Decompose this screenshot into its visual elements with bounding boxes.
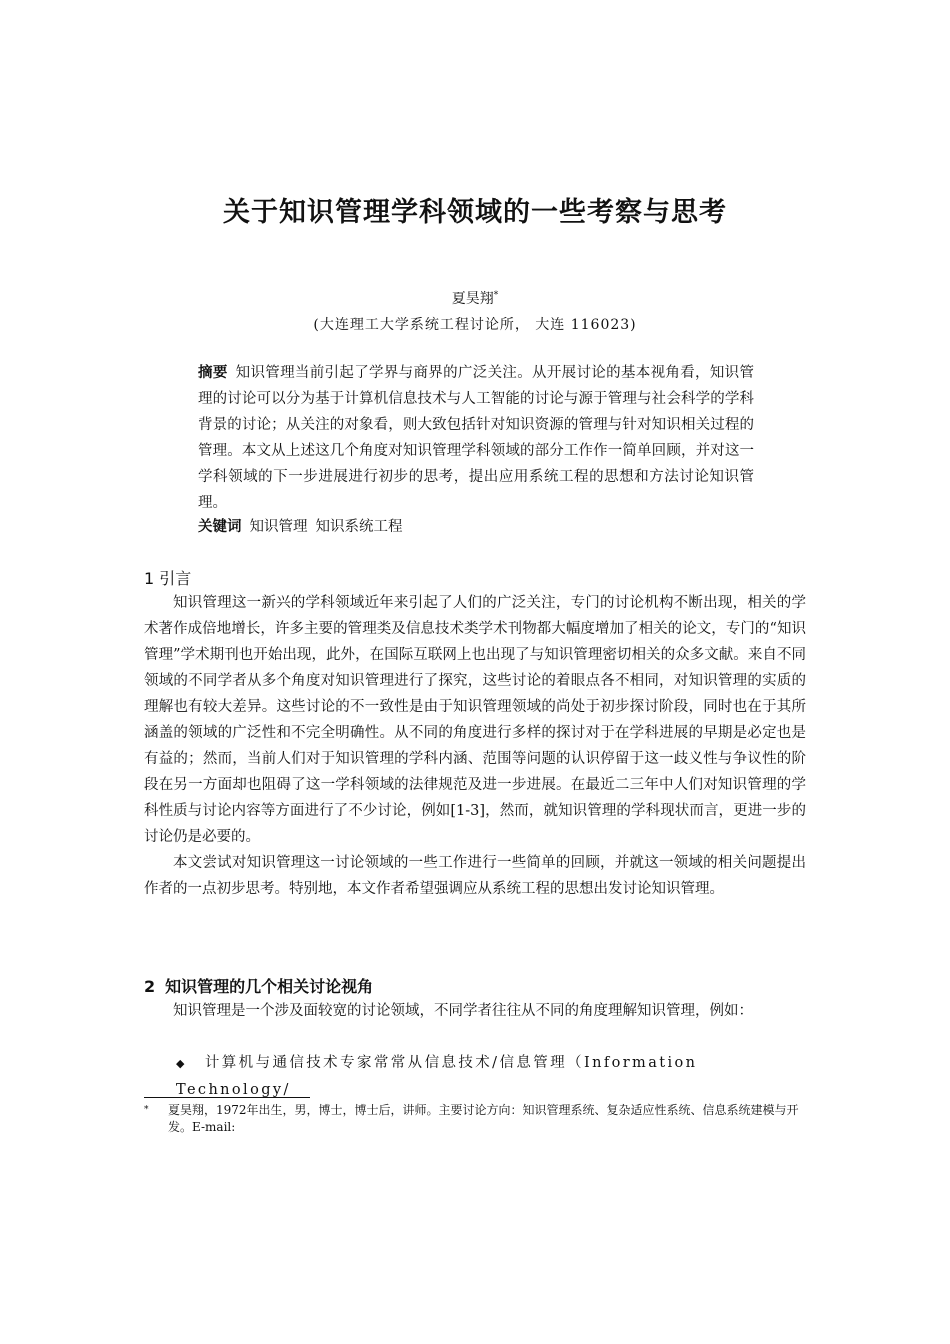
affiliation: (大连理工大学系统工程讨论所， 大连 116023): [313, 317, 637, 333]
abstract-text: 知识管理当前引起了学界与商界的广泛关注。从开展讨论的基本视角看，知识管理的讨论可以分为基于计算机信息技术与人工智能的讨论与源于管理与社会科学的学科背景的讨论；从关注的对象看，则大致包括针对知识资源的管理与针对知识相关过程的管理。本文从上述这几个角度对知识管理学科领域的部分工作作一简单回顾，并对这一学科领域的下一步进展进行初步的思考，提出应用系统工程的思想和方法讨论知识管理。: [198, 365, 754, 511]
paper-title: 关于知识管理学科领域的一些考察与思考: [223, 197, 727, 228]
author-footnote-mark: *: [493, 290, 499, 301]
abstract: [198, 360, 754, 516]
section-2-number: 2: [144, 977, 156, 996]
keyword-item: 知识系统工程: [315, 519, 403, 535]
bullet-item: [176, 1050, 806, 1103]
abstract-label: 摘要: [198, 365, 228, 381]
section-2-title: 知识管理的几个相关讨论视角: [165, 977, 374, 996]
keyword-item: 知识管理: [249, 519, 308, 535]
keywords-label: 关键词: [198, 519, 242, 535]
footnote-mark: *: [144, 1105, 149, 1115]
keywords: [198, 514, 754, 540]
footnote: [144, 1102, 806, 1136]
author-line: [0, 288, 950, 308]
diamond-bullet-icon: ◆: [176, 1057, 187, 1070]
footnote-text: 夏昊翔，1972年出生，男，博士，博士后，讲师。主要讨论方向：知识管理系统、复杂适应性系统、信息系统建模与开发。E-mail:: [168, 1103, 799, 1134]
paragraph: 知识管理是一个涉及面较宽的讨论领域，不同学者往往从不同的角度理解知识管理，例如：: [173, 1003, 753, 1019]
footnote-divider: [144, 1097, 310, 1098]
bullet-text: 计算机与通信技术专家常常从信息技术/信息管理（Information Technology/: [176, 1055, 698, 1098]
section-2-body: [144, 998, 806, 1024]
paragraph: 知识管理这一新兴的学科领域近年来引起了人们的广泛关注，专门的讨论机构不断出现，相关的学术著作成倍地增长，许多主要的管理类及信息技术类学术刊物都大幅度增加了相关的论文，专门的“知识管理”学术期刊也开始出现，此外，在国际互联网上也出现了与知识管理密切相关的众多文献。来自不同领域的不同学者从多个角度对知识管理进行了探究，这些讨论的着眼点各不相同，对知识管理的实质的理解也有较大差异。这些讨论的不一致性是由于知识管理领域的尚处于初步探讨阶段，同时也在于其所涵盖的领域的广泛性和不完全明确性。从不同的角度进行多样的探讨对于在学科进展的早期是必定也是有益的；然而，当前人们对于知识管理的学科内涵、范围等问题的认识停留于这一歧义性与争议性的阶段在另一方面却也阻碍了这一学科领域的法律规范及进一步进展。在最近二三年中人们对知识管理的学科性质与讨论内容等方面进行了不少讨论，例如[1-3]，然而，就知识管理的学科现状而言，更进一步的讨论仍是必要的。: [144, 595, 806, 845]
paragraph: 本文尝试对知识管理这一讨论领域的一些工作进行一些简单的回顾，并就这一领域的相关问题提出作者的一点初步思考。特别地，本文作者希望强调应从系统工程的思想出发讨论知识管理。: [144, 855, 806, 897]
author-name: 夏昊翔: [451, 291, 494, 307]
section-1-heading: 1 引言: [144, 569, 192, 588]
section-2-heading: [144, 974, 373, 997]
section-1-body: [144, 590, 806, 902]
